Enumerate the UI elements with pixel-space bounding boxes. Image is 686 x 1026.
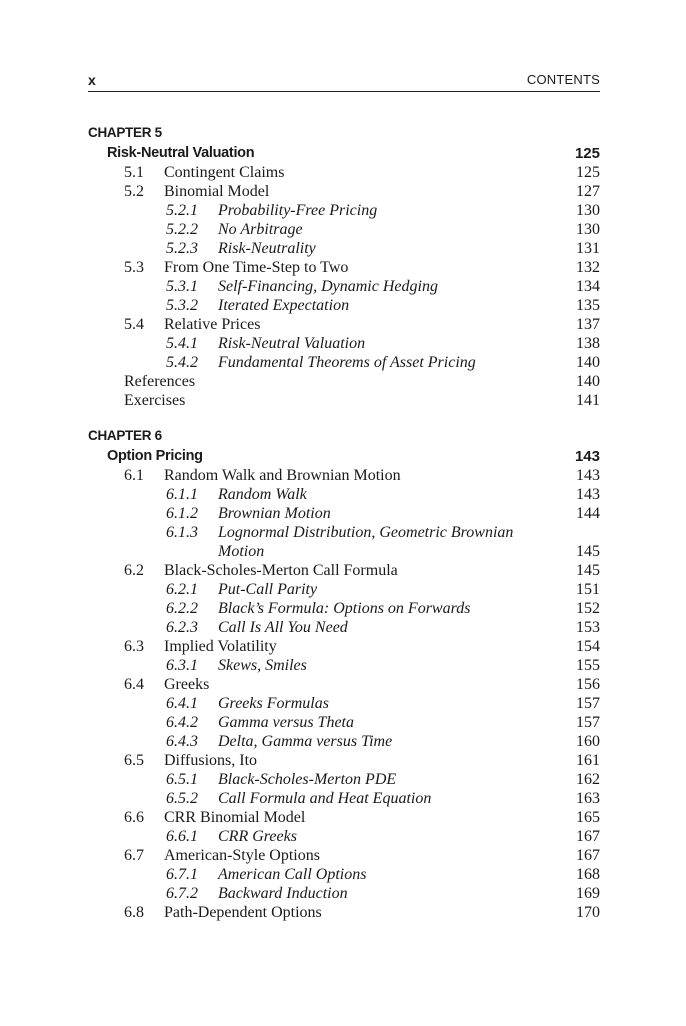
toc-section-row (0, 675, 600, 694)
toc-subsection-row (0, 485, 600, 504)
entry-number: 5.4.1 (166, 335, 198, 352)
entry-number: 6.5.2 (166, 790, 198, 807)
entry-title: Black-Scholes-Merton Call Formula (164, 562, 398, 579)
entry-number: 6.4 (124, 676, 144, 693)
entry-page-number: 168 (576, 866, 600, 883)
entry-page-number: 167 (576, 828, 600, 845)
entry-page-number: 130 (576, 202, 600, 219)
entry-number: 6.4.3 (166, 733, 198, 750)
toc-subsection-row (0, 277, 600, 296)
entry-page-number: 154 (576, 638, 600, 655)
entry-number: 6.7 (124, 847, 144, 864)
toc-subsection-row (0, 713, 600, 732)
toc-subsection-row (0, 732, 600, 751)
entry-number: 6.2 (124, 562, 144, 579)
entry-title: Risk-Neutral Valuation (218, 335, 366, 352)
entry-title: Self-Financing, Dynamic Hedging (218, 278, 438, 295)
toc-subsection-row (0, 827, 600, 846)
entry-page-number: 143 (576, 486, 600, 503)
entry-number: 6.3 (124, 638, 144, 655)
entry-page-number: 161 (576, 752, 600, 769)
entry-title: Motion (218, 543, 265, 560)
toc-subsection-row (0, 770, 600, 789)
toc-subsection-row (0, 865, 600, 884)
toc-subsection-row (0, 694, 600, 713)
entry-page-number: 127 (576, 183, 600, 200)
entry-title: Delta, Gamma versus Time (218, 733, 393, 750)
entry-number: 6.2.1 (166, 581, 198, 598)
entry-number: 5.4.2 (166, 354, 198, 371)
entry-number: 6.2.3 (166, 619, 198, 636)
running-header (88, 72, 600, 92)
entry-title: Backward Induction (218, 885, 348, 902)
toc-subsection-row (0, 201, 600, 220)
toc-subsection-row (0, 789, 600, 808)
toc-subsection-row (0, 523, 600, 542)
toc-section-row (0, 258, 600, 277)
toc-section-row (0, 846, 600, 865)
entry-title: Binomial Model (164, 183, 270, 200)
entry-page-number: 140 (576, 373, 600, 390)
entry-title: Random Walk and Brownian Motion (164, 467, 401, 484)
entry-title: Implied Volatility (164, 638, 277, 655)
entry-page-number: 144 (576, 505, 600, 522)
entry-page-number: 141 (576, 392, 600, 409)
entry-number: 6.6.1 (166, 828, 198, 845)
chapter-title: Option Pricing (107, 448, 203, 464)
entry-title: Risk-Neutrality (218, 240, 316, 257)
entry-page-number: 145 (576, 562, 600, 579)
entry-number: 5.1 (124, 164, 144, 181)
entry-title: Iterated Expectation (218, 297, 350, 314)
chapter-page-number: 125 (574, 145, 600, 162)
entry-page-number: 157 (576, 714, 600, 731)
running-title: CONTENTS (526, 72, 600, 87)
entry-title: Contingent Claims (164, 164, 285, 181)
entry-number: 5.2.2 (166, 221, 198, 238)
chapter-label: CHAPTER 6 (88, 428, 162, 443)
entry-title: Diffusions, Ito (164, 752, 258, 769)
page-number: x (88, 72, 96, 88)
entry-title: Skews, Smiles (218, 657, 307, 674)
entry-page-number: 155 (576, 657, 600, 674)
entry-number: 5.2 (124, 183, 144, 200)
entry-number: 6.4.2 (166, 714, 198, 731)
entry-page-number: 165 (576, 809, 600, 826)
entry-number: 6.5.1 (166, 771, 198, 788)
toc-subsection-row (0, 618, 600, 637)
chapter-title-row (0, 447, 600, 466)
entry-number: 6.4.1 (166, 695, 198, 712)
toc-subsection-row (0, 599, 600, 618)
entry-number: 6.3.1 (166, 657, 198, 674)
toc-subsection-row (0, 656, 600, 675)
entry-page-number: 140 (576, 354, 600, 371)
entry-page-number: 167 (576, 847, 600, 864)
entry-page-number: 134 (576, 278, 600, 295)
entry-title: Relative Prices (164, 316, 261, 333)
entry-page-number: 153 (576, 619, 600, 636)
toc-entry-row (0, 542, 600, 561)
entry-title: Greeks Formulas (218, 695, 329, 712)
entry-title: From One Time-Step to Two (164, 259, 349, 276)
toc-section-row (0, 182, 600, 201)
entry-number: 5.2.3 (166, 240, 198, 257)
entry-number: 6.6 (124, 809, 144, 826)
entry-page-number: 163 (576, 790, 600, 807)
entry-page-number: 152 (576, 600, 600, 617)
entry-title: CRR Binomial Model (164, 809, 306, 826)
toc-subsection-row (0, 353, 600, 372)
entry-number: 6.5 (124, 752, 144, 769)
toc-subsection-row (0, 239, 600, 258)
entry-page-number: 137 (576, 316, 600, 333)
entry-title: Probability-Free Pricing (218, 202, 378, 219)
toc-subsection-row (0, 884, 600, 903)
entry-title: Exercises (124, 392, 186, 409)
entry-title: Call Formula and Heat Equation (218, 790, 432, 807)
chapter-title: Risk-Neutral Valuation (107, 145, 255, 161)
entry-title: Gamma versus Theta (218, 714, 354, 731)
toc-section-row (0, 315, 600, 334)
entry-number: 6.7.2 (166, 885, 198, 902)
entry-page-number: 135 (576, 297, 600, 314)
entry-page-number: 145 (576, 543, 600, 560)
entry-page-number: 130 (576, 221, 600, 238)
toc-entry-row (0, 391, 600, 410)
entry-number: 5.3.2 (166, 297, 198, 314)
entry-title: American Call Options (218, 866, 367, 883)
entry-number: 5.3.1 (166, 278, 198, 295)
toc-section-row (0, 808, 600, 827)
entry-page-number: 138 (576, 335, 600, 352)
entry-title: Path-Dependent Options (164, 904, 322, 921)
entry-title: Put-Call Parity (218, 581, 318, 598)
entry-title: Fundamental Theorems of Asset Pricing (218, 354, 476, 371)
chapter-page-number: 143 (574, 448, 600, 465)
chapter-label: CHAPTER 5 (88, 125, 162, 140)
entry-title: Lognormal Distribution, Geometric Brownian (218, 524, 514, 541)
toc-subsection-row (0, 334, 600, 353)
entry-number: 6.8 (124, 904, 144, 921)
toc-section-row (0, 466, 600, 485)
entry-title: American-Style Options (164, 847, 320, 864)
entry-page-number: 156 (576, 676, 600, 693)
entry-number: 6.1.2 (166, 505, 198, 522)
entry-title: References (124, 373, 196, 390)
entry-title: Black’s Formula: Options on Forwards (218, 600, 471, 617)
entry-page-number: 170 (576, 904, 600, 921)
entry-number: 5.4 (124, 316, 144, 333)
entry-page-number: 157 (576, 695, 600, 712)
entry-page-number: 151 (576, 581, 600, 598)
entry-title: Random Walk (218, 486, 307, 503)
toc-section-row (0, 637, 600, 656)
entry-page-number: 162 (576, 771, 600, 788)
entry-title: Greeks (164, 676, 210, 693)
entry-number: 5.2.1 (166, 202, 198, 219)
toc-section-row (0, 163, 600, 182)
entry-title: No Arbitrage (218, 221, 303, 238)
entry-number: 6.2.2 (166, 600, 198, 617)
chapter-title-row (0, 144, 600, 163)
entry-number: 6.7.1 (166, 866, 198, 883)
toc-subsection-row (0, 580, 600, 599)
entry-title: Black-Scholes-Merton PDE (218, 771, 397, 788)
entry-title: Call Is All You Need (218, 619, 348, 636)
entry-page-number: 131 (576, 240, 600, 257)
entry-title: CRR Greeks (218, 828, 297, 845)
entry-number: 5.3 (124, 259, 144, 276)
entry-page-number: 160 (576, 733, 600, 750)
toc-section-row (0, 561, 600, 580)
entry-page-number: 132 (576, 259, 600, 276)
toc-entry-row (0, 372, 600, 391)
toc-subsection-row (0, 220, 600, 239)
toc-subsection-row (0, 504, 600, 523)
entry-number: 6.1.1 (166, 486, 198, 503)
entry-page-number: 143 (576, 467, 600, 484)
toc-subsection-row (0, 296, 600, 315)
entry-title: Brownian Motion (218, 505, 331, 522)
toc-section-row (0, 751, 600, 770)
entry-number: 6.1.3 (166, 524, 198, 541)
toc-section-row (0, 903, 600, 922)
entry-page-number: 169 (576, 885, 600, 902)
entry-number: 6.1 (124, 467, 144, 484)
entry-page-number: 125 (576, 164, 600, 181)
